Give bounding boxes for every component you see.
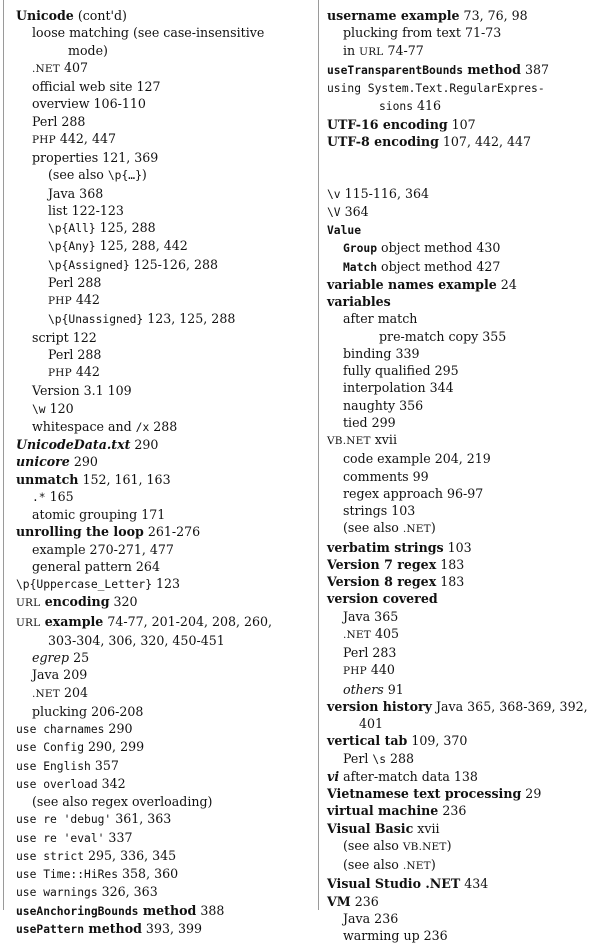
- index-subentry: [16, 684, 306, 703]
- entry-text: UnicodeData.txt: [16, 437, 131, 452]
- entry-text: \p{Any}: [48, 240, 96, 254]
- entry-text: Version 7 regex: [327, 556, 437, 572]
- entry-text: script 122: [32, 329, 97, 345]
- index-column-right: [327, 7, 599, 944]
- entry-text: vi: [327, 768, 340, 784]
- index-entry: [327, 221, 599, 239]
- index-subentry: [16, 632, 306, 649]
- entry-text: verbatim strings: [327, 539, 444, 555]
- index-entry: [327, 556, 599, 573]
- index-subentry: [327, 485, 599, 502]
- entry-text: ): [141, 167, 147, 183]
- index-entry: [327, 293, 599, 310]
- entry-text: Java 365: [343, 608, 399, 624]
- entry-text: example: [40, 613, 104, 629]
- index-subentry: [327, 837, 599, 856]
- index-entry: [16, 593, 306, 612]
- entry-text: \p{Uppercase_Letter}: [16, 578, 153, 591]
- entry-text: Vietnamese text processing: [327, 786, 522, 801]
- index-entry: [16, 757, 306, 775]
- index-entry: [327, 61, 599, 79]
- entry-text: 123: [152, 576, 181, 591]
- index-subentry: [327, 239, 599, 257]
- entry-text: (see also: [343, 520, 403, 536]
- entry-text: Match: [343, 260, 378, 274]
- entry-text: useAnchoringBounds: [16, 904, 139, 918]
- index-entry: [16, 738, 306, 756]
- entry-text: .NET: [343, 628, 371, 641]
- index-entry: [327, 185, 599, 203]
- entry-text: 364: [340, 203, 369, 219]
- entry-text: Perl 283: [343, 645, 397, 660]
- index-subentry: [16, 346, 306, 363]
- index-subentry: [16, 382, 306, 399]
- entry-text: 183: [436, 574, 465, 589]
- index-entry: [16, 720, 306, 738]
- entry-text: (see also: [48, 167, 108, 183]
- index-subentry: [16, 59, 306, 78]
- entry-text: loose matching (see case-insensitive: [32, 25, 265, 41]
- entry-text: official web site 127: [32, 79, 161, 94]
- entry-text: version covered: [327, 591, 438, 607]
- index-entry: [327, 431, 599, 450]
- entry-text: 407: [60, 59, 89, 75]
- index-entry: [327, 768, 599, 785]
- entry-text: PHP: [48, 295, 72, 307]
- entry-text: Visual Basic: [327, 820, 414, 836]
- entry-text: 115-116, 364: [340, 185, 429, 201]
- entry-text: 388: [196, 902, 225, 918]
- index-entry: [16, 523, 306, 540]
- entry-text: Java 209: [32, 667, 88, 683]
- entry-text: 290: [104, 721, 133, 736]
- entry-text: pre-match copy 355: [379, 328, 507, 344]
- index-subentry: [16, 363, 306, 382]
- entry-text: 290: [130, 437, 159, 452]
- entry-text: method: [84, 920, 142, 936]
- entry-text: after-match data 138: [339, 768, 478, 784]
- entry-text: usePattern: [16, 922, 85, 936]
- index-subentry: [327, 681, 599, 698]
- entry-text: 125, 288, 442: [95, 238, 188, 254]
- entry-text: mode): [68, 42, 108, 58]
- entry-text: 236: [350, 893, 379, 909]
- index-subentry: [327, 519, 599, 538]
- index-entry: [327, 893, 599, 910]
- entry-text: use re 'eval': [16, 831, 105, 845]
- entry-text: username example: [327, 8, 460, 23]
- entry-text: \v: [327, 187, 341, 201]
- entry-text: (see also: [343, 857, 403, 872]
- entry-text: 261-276: [143, 524, 201, 540]
- entry-text: tied 299: [343, 414, 396, 430]
- entry-text: UTF-8 encoding: [327, 133, 439, 149]
- entry-text: 73, 76, 98: [459, 8, 528, 23]
- index-entry: [16, 902, 306, 920]
- entry-text: .NET: [402, 860, 431, 872]
- index-entry: [327, 820, 599, 837]
- index-subentry: [16, 506, 306, 523]
- entry-text: 387: [520, 61, 549, 77]
- entry-text: unicore: [16, 454, 70, 470]
- entry-text: use Time::HiRes: [16, 868, 119, 881]
- index-subentry: [16, 149, 306, 166]
- index-subentry: [327, 502, 599, 519]
- entry-text: egrep: [32, 650, 70, 665]
- index-entry: [327, 79, 599, 97]
- entry-text: use Config: [16, 741, 85, 755]
- index-subentry: [327, 715, 599, 732]
- index-subentry: [327, 42, 599, 61]
- entry-text: interpolation 344: [343, 380, 454, 396]
- entry-text: \p{Assigned}: [48, 258, 130, 272]
- entry-text: 204: [60, 684, 89, 700]
- entry-text: .NET: [402, 523, 431, 536]
- entry-text: Java 368: [48, 185, 104, 201]
- entry-text: virtual machine: [327, 803, 439, 819]
- entry-text: 434: [460, 876, 489, 892]
- entry-text: object method 430: [377, 240, 501, 256]
- index-entry: [327, 698, 599, 715]
- entry-text: comments 99: [343, 468, 429, 484]
- entry-text: Perl 288: [32, 113, 86, 129]
- entry-text: 442: [71, 292, 100, 307]
- entry-text: VB.NET: [327, 435, 371, 447]
- index-subentry: [16, 310, 306, 328]
- entry-text: use warnings: [16, 886, 98, 900]
- index-subentry: [327, 450, 599, 467]
- entry-text: object method 427: [377, 258, 501, 274]
- index-entry: [327, 276, 599, 293]
- entry-text: 393, 399: [141, 920, 203, 936]
- index-subentry: [16, 24, 306, 41]
- index-subentry: [16, 541, 306, 558]
- index-subentry: [327, 24, 599, 41]
- entry-text: URL: [16, 597, 41, 610]
- index-entry: [16, 575, 306, 593]
- entry-text: useTransparentBounds: [327, 63, 464, 77]
- entry-text: regex approach 96-97: [343, 485, 484, 501]
- entry-text: URL: [16, 616, 41, 629]
- entry-text: 290: [69, 454, 98, 470]
- index-subentry: [16, 95, 306, 112]
- entry-text: unrolling the loop: [16, 524, 144, 540]
- index-subentry: [327, 750, 599, 768]
- index-subentry: [16, 400, 306, 418]
- index-entry: [16, 471, 306, 488]
- entry-text: ): [446, 837, 452, 853]
- index-subentry: [327, 345, 599, 362]
- index-subentry: [16, 666, 306, 683]
- index-subentry: [327, 379, 599, 396]
- entry-text: warming up 236: [343, 928, 448, 943]
- index-subentry: [327, 644, 599, 661]
- entry-text: 442: [71, 364, 100, 379]
- entry-text: ): [430, 857, 436, 872]
- entry-text: 29: [521, 786, 542, 801]
- entry-text: general pattern 264: [32, 558, 160, 574]
- entry-text: example 270-271, 477: [32, 541, 174, 557]
- index-entry: [327, 203, 599, 221]
- index-subentry: [327, 328, 599, 345]
- entry-text: version history: [327, 698, 432, 714]
- index-subentry: [327, 362, 599, 379]
- index-subentry: [16, 202, 306, 219]
- entry-text: Perl: [343, 750, 373, 766]
- entry-text: vertical tab: [327, 733, 408, 749]
- entry-text: naughty 356: [343, 397, 424, 413]
- index-subentry: [327, 910, 599, 927]
- index-subentry: [327, 310, 599, 327]
- entry-text: 401: [359, 716, 384, 731]
- entry-text: xvii: [413, 820, 440, 836]
- entry-text: 405: [371, 625, 400, 641]
- entry-text: 290, 299: [84, 739, 145, 755]
- index-subentry: [16, 219, 306, 237]
- index-entry: [327, 732, 599, 749]
- entry-text: VB.NET: [402, 840, 447, 853]
- entry-text: 165: [45, 488, 74, 504]
- entry-text: in: [343, 42, 360, 58]
- column-divider-rule: [318, 0, 319, 910]
- index-subentry: [16, 329, 306, 346]
- index-entry: [327, 133, 599, 150]
- entry-text: Unicode: [16, 8, 74, 23]
- entry-text: use overload: [16, 777, 98, 791]
- entry-text: (cont'd): [73, 8, 127, 23]
- entry-text: properties 121, 369: [32, 150, 159, 165]
- entry-text: xvii: [370, 432, 397, 447]
- index-entry: [327, 590, 599, 607]
- entry-text: using System.Text.RegularExpres-: [327, 82, 545, 95]
- entry-text: 326, 363: [97, 884, 158, 900]
- index-entry: [16, 7, 306, 24]
- entry-text: 25: [69, 650, 90, 665]
- entry-text: 361, 363: [111, 811, 172, 827]
- entry-text: strings 103: [343, 503, 416, 518]
- entry-text: 236: [438, 803, 467, 819]
- index-entry: [16, 883, 306, 901]
- entry-text: Java 236: [343, 910, 399, 926]
- entry-text: 125-126, 288: [129, 256, 219, 272]
- entry-text: 91: [383, 681, 404, 697]
- entry-text: 442, 447: [55, 130, 116, 146]
- entry-text: sions: [379, 100, 414, 114]
- entry-text: Version 8 regex: [327, 574, 437, 589]
- index-subentry: [16, 649, 306, 666]
- index-subentry: [16, 113, 306, 130]
- entry-text: URL: [359, 45, 384, 58]
- index-entry: [16, 453, 306, 470]
- index-subentry: [327, 414, 599, 431]
- entry-text: 125, 288: [95, 220, 156, 235]
- index-entry: [16, 847, 306, 865]
- index-subentry: [16, 793, 306, 810]
- entry-text: method: [463, 61, 521, 77]
- index-subentry: [16, 418, 306, 436]
- entry-text: 303-304, 306, 320, 450-451: [48, 632, 225, 648]
- entry-text: overview 106-110: [32, 96, 146, 112]
- index-entry: [16, 775, 306, 793]
- entry-text: \s: [372, 752, 387, 766]
- entry-text: Perl 288: [48, 274, 102, 290]
- entry-text: 107, 442, 447: [438, 133, 532, 149]
- index-subentry: [16, 256, 306, 274]
- entry-text: .NET: [32, 687, 60, 700]
- entry-text: VM: [327, 893, 351, 909]
- index-subentry: [16, 488, 306, 506]
- entry-text: others: [343, 681, 384, 697]
- entry-text: use charnames: [16, 723, 105, 736]
- entry-text: 24: [496, 276, 517, 292]
- entry-text: variables: [327, 294, 391, 309]
- entry-text: 357: [90, 757, 119, 773]
- index-subentry: [16, 78, 306, 95]
- index-subentry: [16, 42, 306, 59]
- index-subentry: [16, 291, 306, 310]
- entry-text: fully qualified 295: [343, 363, 459, 378]
- entry-text: .*: [32, 490, 46, 504]
- entry-text: 74-77: [383, 42, 424, 58]
- entry-text: \V: [327, 205, 341, 219]
- index-subentry: [16, 274, 306, 291]
- entry-text: method: [138, 902, 197, 918]
- entry-text: 183: [436, 556, 465, 572]
- entry-text: \p{Unassigned}: [48, 313, 144, 327]
- entry-text: 416: [413, 98, 442, 114]
- entry-text: /x: [135, 420, 150, 434]
- entry-text: Visual Studio .NET: [327, 876, 461, 892]
- entry-text: use re 'debug': [16, 813, 112, 827]
- entry-text: (see also regex overloading): [32, 794, 213, 809]
- entry-text: binding 339: [343, 345, 420, 361]
- entry-text: UTF-16 encoding: [327, 116, 448, 132]
- left-margin-rule: [3, 0, 4, 910]
- index-entry: [16, 613, 306, 632]
- entry-text: whitespace and: [32, 418, 136, 434]
- entry-text: PHP: [32, 133, 56, 146]
- entry-text: ): [430, 520, 436, 536]
- index-entry: [327, 573, 599, 590]
- entry-text: 107: [447, 116, 476, 132]
- entry-text: 288: [149, 418, 178, 434]
- entry-text: PHP: [48, 367, 72, 379]
- index-subentry: [327, 661, 599, 680]
- entry-text: unmatch: [16, 471, 79, 487]
- entry-text: .NET: [32, 62, 60, 75]
- index-entry: [327, 116, 599, 133]
- index-entry: [327, 7, 599, 24]
- index-entry: [16, 865, 306, 883]
- entry-text: code example 204, 219: [343, 451, 491, 467]
- entry-text: PHP: [343, 665, 367, 678]
- index-entry: [16, 810, 306, 828]
- entry-text: list 122-123: [48, 202, 124, 218]
- index-subentry: [327, 397, 599, 414]
- index-column-left: [16, 7, 306, 938]
- entry-text: after match: [343, 311, 418, 327]
- index-subentry: [16, 237, 306, 255]
- entry-text: Version 3.1 109: [32, 383, 132, 399]
- entry-text: 320: [109, 594, 138, 610]
- index-entry: [16, 436, 306, 453]
- entry-text: 337: [104, 829, 133, 845]
- index-entry: [16, 829, 306, 847]
- index-subentry: [327, 625, 599, 644]
- index-entry: [327, 539, 599, 556]
- entry-text: plucking from text 71-73: [343, 25, 502, 41]
- entry-text: 440: [366, 662, 395, 678]
- entry-text: 288: [386, 750, 415, 766]
- entry-text: Perl 288: [48, 346, 102, 362]
- entry-text: 120: [45, 400, 74, 416]
- index-subentry: [327, 468, 599, 485]
- entry-text: use strict: [16, 849, 85, 863]
- entry-text: variable names example: [327, 276, 497, 292]
- index-entry: [16, 920, 306, 938]
- entry-text: 358, 360: [118, 866, 179, 881]
- entry-text: \p{All}: [48, 222, 96, 235]
- entry-text: 123, 125, 288: [143, 311, 236, 327]
- entry-text: 103: [443, 539, 472, 555]
- entry-text: encoding: [40, 594, 110, 610]
- entry-text: \w: [32, 402, 46, 416]
- entry-text: 109, 370: [407, 733, 468, 749]
- index-subentry: [327, 856, 599, 875]
- entry-text: Group: [343, 242, 378, 256]
- index-entry: [327, 802, 599, 819]
- entry-text: 152, 161, 163: [78, 471, 171, 487]
- entry-text: Java 365, 368-369, 392,: [431, 698, 588, 714]
- index-subentry: [327, 258, 599, 276]
- index-subentry: [16, 558, 306, 575]
- index-entry: [327, 875, 599, 892]
- index-subentry: [16, 166, 306, 184]
- entry-text: atomic grouping 171: [32, 507, 166, 522]
- index-entry: [327, 785, 599, 802]
- index-subentry: [327, 97, 599, 115]
- index-subentry: [16, 185, 306, 202]
- entry-spacer: [327, 150, 599, 185]
- entry-text: 295, 336, 345: [84, 847, 177, 863]
- index-subentry: [16, 703, 306, 720]
- index-subentry: [327, 927, 599, 944]
- entry-text: Value: [327, 224, 362, 237]
- entry-text: 342: [97, 775, 126, 791]
- index-subentry: [16, 130, 306, 149]
- index-subentry: [327, 608, 599, 625]
- entry-text: 74-77, 201-204, 208, 260,: [103, 613, 273, 629]
- entry-text: plucking 206-208: [32, 703, 144, 719]
- entry-text: use English: [16, 759, 91, 773]
- entry-text: \p{…}: [107, 169, 142, 183]
- entry-text: (see also: [343, 837, 403, 853]
